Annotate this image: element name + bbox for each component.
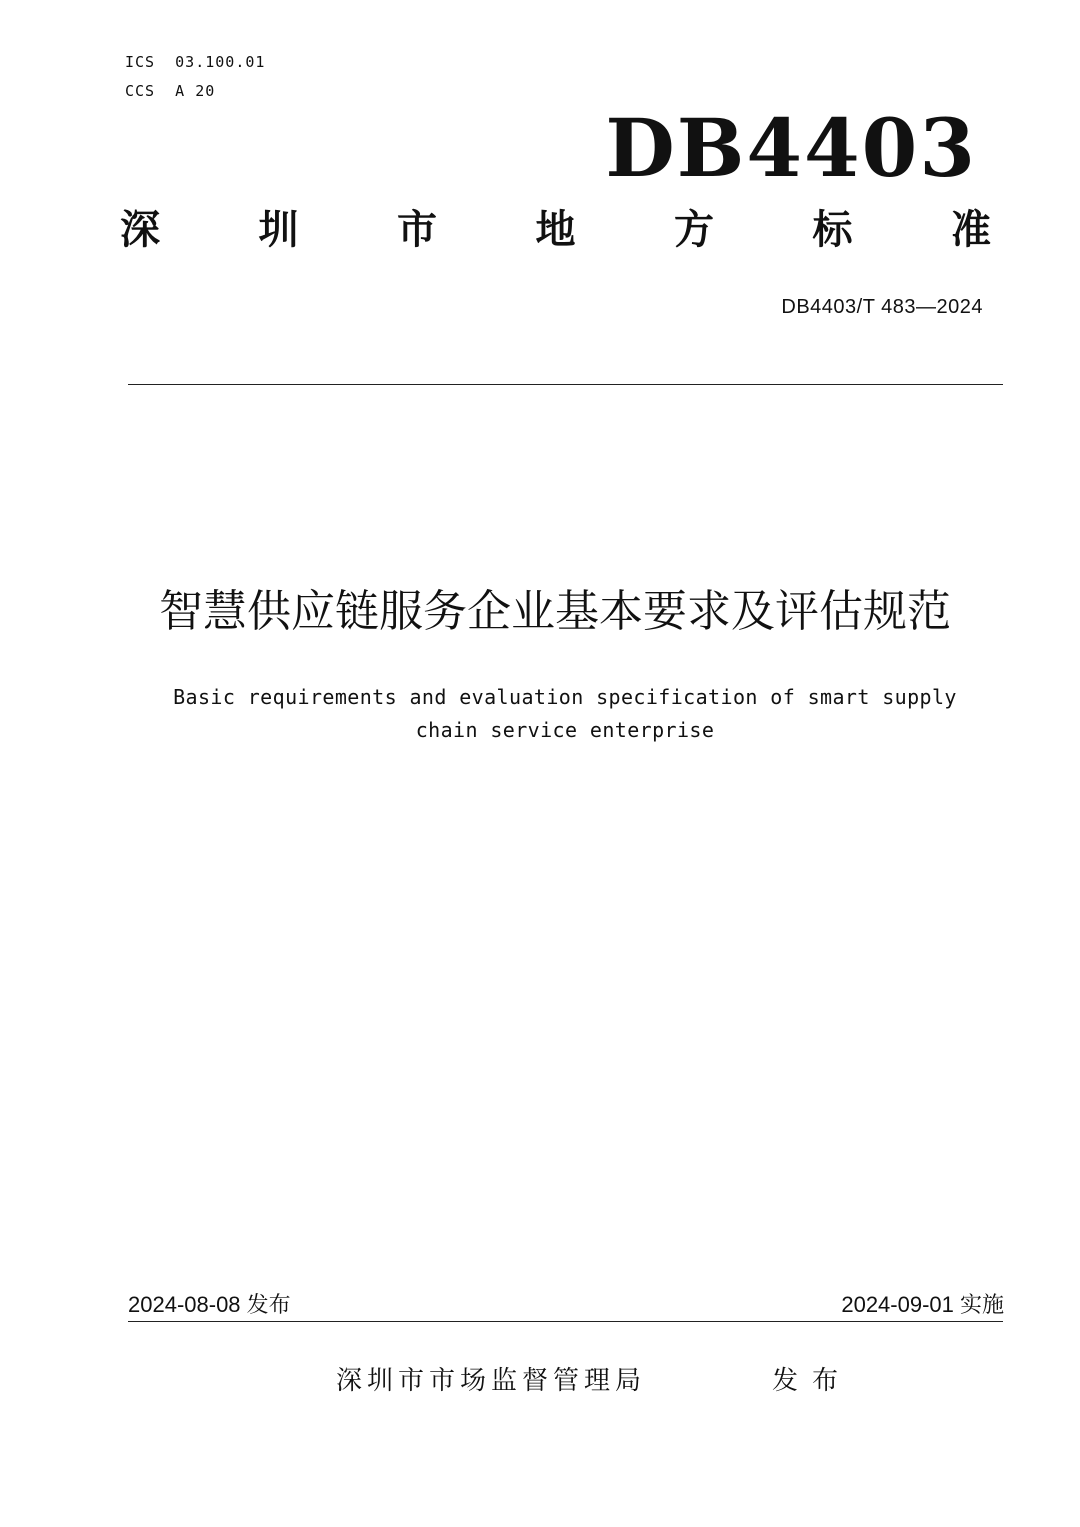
local-standard-char: 圳	[258, 207, 299, 253]
ics-code: ICS 03.100.01	[125, 53, 266, 71]
issuing-authority: 深圳市市场监督管理局	[336, 1366, 647, 1396]
local-standard-char: 标	[812, 207, 853, 253]
document-title-english	[130, 681, 1000, 747]
standard-number: DB4403/T 483—2024	[781, 296, 983, 318]
ccs-code: CCS A 20	[125, 82, 216, 100]
local-standard-char: 地	[535, 207, 576, 253]
issue-date: 2024-08-08 发布	[128, 1292, 291, 1317]
db-code-heading: DB4403	[605, 101, 977, 195]
issue-label: 发布	[772, 1366, 853, 1396]
english-title-line: Basic requirements and evaluation specification of smart supply	[173, 685, 957, 709]
header-divider	[128, 384, 1003, 385]
local-standard-char: 准	[951, 207, 991, 253]
local-standard-char: 市	[397, 207, 437, 253]
document-title-chinese: 智慧供应链服务企业基本要求及评估规范	[159, 586, 951, 637]
implementation-date: 2024-09-01 实施	[841, 1292, 1004, 1317]
local-standard-label	[118, 207, 993, 253]
local-standard-char: 深	[120, 207, 160, 253]
english-title-line: chain service enterprise	[415, 718, 715, 742]
footer-divider	[128, 1321, 1003, 1322]
local-standard-char: 方	[674, 207, 714, 253]
